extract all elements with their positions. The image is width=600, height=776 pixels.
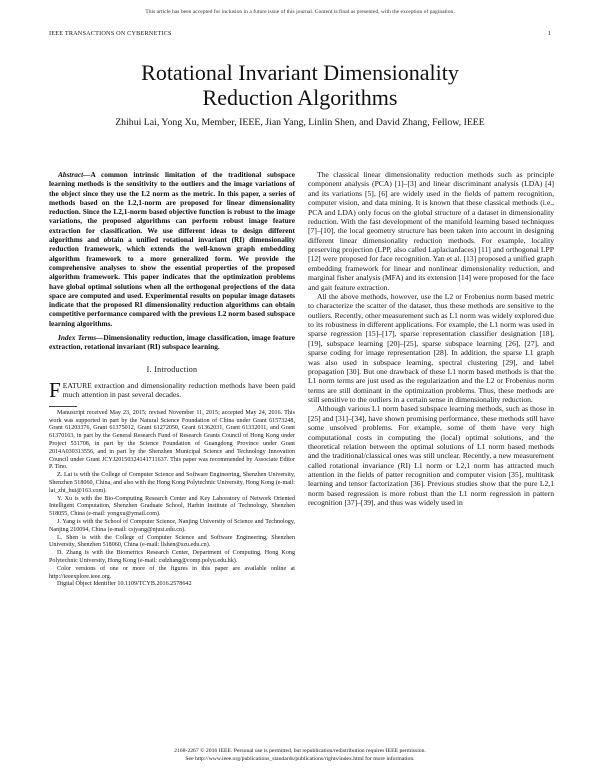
permissions-link: See http://www.ieee.org/publications_standards/publications/rights/index.html for more information. — [185, 756, 415, 762]
abstract — [49, 170, 295, 328]
copyright-line: 2168-2267 © 2016 IEEE. Personal use is permitted, but republication/redistribution requires IEEE permission. — [174, 748, 426, 754]
body-paragraph-3: Although various L1 norm based subspace learning methods, such as those in [25] and [31]–[34], have shown promising performance, these methods still have some unsolved problems. For example, some of them have very high computational costs in computing the (local) optimal solutions, and the theoretical relation between the optimal solutions of L1 norm based methods and the traditional/classical ones was still unclear. Recently, a new measurement called rotational invariance (RI) L1 norm or L2,1 norm has attracted much attention in the fields of patter recognition and computer vision [35], multitask learning and tensor factorization [36]. Previous studies show that the pure L2,1 norm based regression is more robust than the L1 norm regression in pattern recognition [37]–[39], and thus was widely used in — [308, 404, 554, 508]
drop-cap: F — [49, 378, 61, 403]
section-heading: I. Introduction — [146, 364, 198, 374]
body-paragraph-2: All the above methods, however, use the L2 or Frobenius norm based metric to characterize the scatter of the dataset, thus these methods are sensitive to the outliers. Recently, other measurement such as L1 norm was widely explored due to its robustness in different applications. For example, the L1 norm was used in sparse regression [15]–[17], sparse representation classifier designation [18], [19], subspace learning [20]–[25], sparse subspace learning [26], [27], and sparse coding for image representation [28]. In addition, the sparse L1 graph was also used in subspace learning, spectral clustering [29], and label propagation [30]. But one drawback of these L1 norm based methods is that the L1 norm terms are just used as the regularization and the L2 or Frobenius norm terms are still dominant in the optimization problems. Thus, these methods are still sensitive to the outliers in a certain sense in dimensionality reduction. — [308, 291, 554, 404]
body-paragraph-1: The classical linear dimensionality reduction methods such as principle component analysis (PCA) [1]–[3] and linear discriminant analysis (LDA) [4] and its variations [5], [6] are widely used in the fields of pattern recognition, computer vision, and data mining. It is known that these classical methods (i.e., PCA and LDA) only focus on the global structure of a dataset in dimensionality reduction. With the fast development of the manifold learning based techniques [7]–[10], the local geometry structure has been taken into account in designing different linear dimensionality reduction methods. For example, locality preserving projection (LPP, also called Laplacianfaces) [11] and orthogonal LPP [12] were proposed for face recognition. Yan et al. [13] proposed a unified graph embedding framework for linear and nonlinear dimensionality reduction, and marginal fisher analysis (MFA) and its extension [14] were proposed for the face and gait feature extraction. — [308, 170, 554, 292]
abstract-text: A common intrinsic limitation of the traditional subspace learning methods is the sensitivity to the outliers and the image variations of the object since they use the L2 norm as the metric. In this paper, a series of methods based on the L2,1-norm are proposed for linear dimensionality reduction. Since the L2,1-norm based objective function is robust to the image variations, the proposed algorithms can perform robust image feature extraction for classification. We use different ideas to design different algorithms and obtain a unified rotational invariant (RI) dimensionality reduction framework, which extends the well-known graph embedding algorithm framework to a more generalized form. We provide the comprehensive analyses to show the essential properties of the proposed algorithm framework. This paper indicates that the optimization problems have global optimal solutions when all the orthogonal projections of the data space are computed and used. Experimental results on popular image datasets indicate that the proposed RI dimensionality reduction algorithms can obtain competitive performance compared with the previous L2 norm based subspace learning algorithms. — [49, 170, 295, 328]
footnote-rule — [49, 406, 77, 407]
title-line-2: Reduction Algorithms — [202, 85, 398, 110]
paper-title — [0, 60, 600, 110]
index-terms — [49, 333, 295, 352]
left-column — [49, 170, 295, 589]
page-number: 1 — [547, 30, 551, 37]
footnote-zhang: D. Zhang is with the Biometrics Research Center, Department of Computing, Hong Kong Polytechnic University, Hong Kong (e-mail: csdzhang@comp.polyu.edu.hk). — [49, 550, 295, 564]
intro-paragraph — [49, 378, 295, 403]
title-line-1: Rotational Invariant Dimensionality — [141, 60, 459, 85]
index-terms-label: Index Terms— — [58, 333, 104, 343]
footnote-doi: Digital Object Identifier 10.1109/TCYB.2016.2578642 — [57, 581, 192, 588]
footnotes — [49, 410, 295, 589]
footnote-shen: L. Shen is with the College of Computer Science and Software Engineering, Shenzhen University, Shenzhen 518060, China (e-mail: llshen@szu.edu.cn). — [49, 534, 295, 549]
author-list: Zhihui Lai, Yong Xu, Member, IEEE, Jian Yang, Linlin Shen, and David Zhang, Fellow, IEEE — [115, 117, 485, 128]
acceptance-notice: This article has been accepted for inclusion in a future issue of this journal. Content is final as presented, with the exception of pagination. — [145, 9, 455, 15]
intro-text: EATURE extraction and dimensionality reduction methods have been paid much attention in past several decades. — [62, 381, 295, 400]
footnote-xu: Y. Xu is with the Bio-Computing Research Center and Key Laboratory of Network Oriented Intelligent Computation, Shenzhen Graduate School, Harbin Institute of Technology, Shenzhen 518055, China (e-mail: yongxu@ymail.com). — [49, 495, 295, 518]
right-column — [308, 170, 554, 508]
footnote-lai: Z. Lai is with the College of Computer Science and Software Engineering, Shenzhen University, Shenzhen 518060, China, and also with the Hong Kong Polytechnic University, Hong Kong (e-mail: lai_zhi_hui@163.com). — [49, 472, 295, 494]
abstract-label: Abstract— — [58, 170, 91, 179]
footnote-yang: J. Yang is with the School of Computer Science, Nanjing University of Science and Technology, Nanjing 210094, China (e-mail: csjyang@njust.edu.cn). — [49, 518, 295, 533]
index-terms-text: Dimensionality reduction, image classification, image feature extraction, rotational invariant (RI) subspace learning. — [49, 333, 296, 352]
journal-header: IEEE TRANSACTIONS ON CYBERNETICS — [49, 30, 172, 37]
footnote-manuscript: Manuscript received May 23, 2015; revised November 11, 2015; accepted May 24, 2016. This work was supported in part by the Natural Science Foundation of China under Grant 61573248, Grant 61203376, Grant 61375012, Grant 61272050, Grant 61362031, Grant 61332011, and Grant 61370163, in part by the General Research Fund of Research Grants Council of Hong Kong under Project 531708, in part by the Science Foundation of Guangdong Province under Grant 2014A030313556, and in part by the Shenzhen Municipal Science and Technology Innovation Council under Grant JCYJ20150324141711637. This paper was recommended by Associate Editor P. Tino. — [49, 409, 295, 471]
footnote-color: Color versions of one or more of the figures in this paper are available online at http://ieeexplore.ieee.org. — [49, 565, 295, 580]
